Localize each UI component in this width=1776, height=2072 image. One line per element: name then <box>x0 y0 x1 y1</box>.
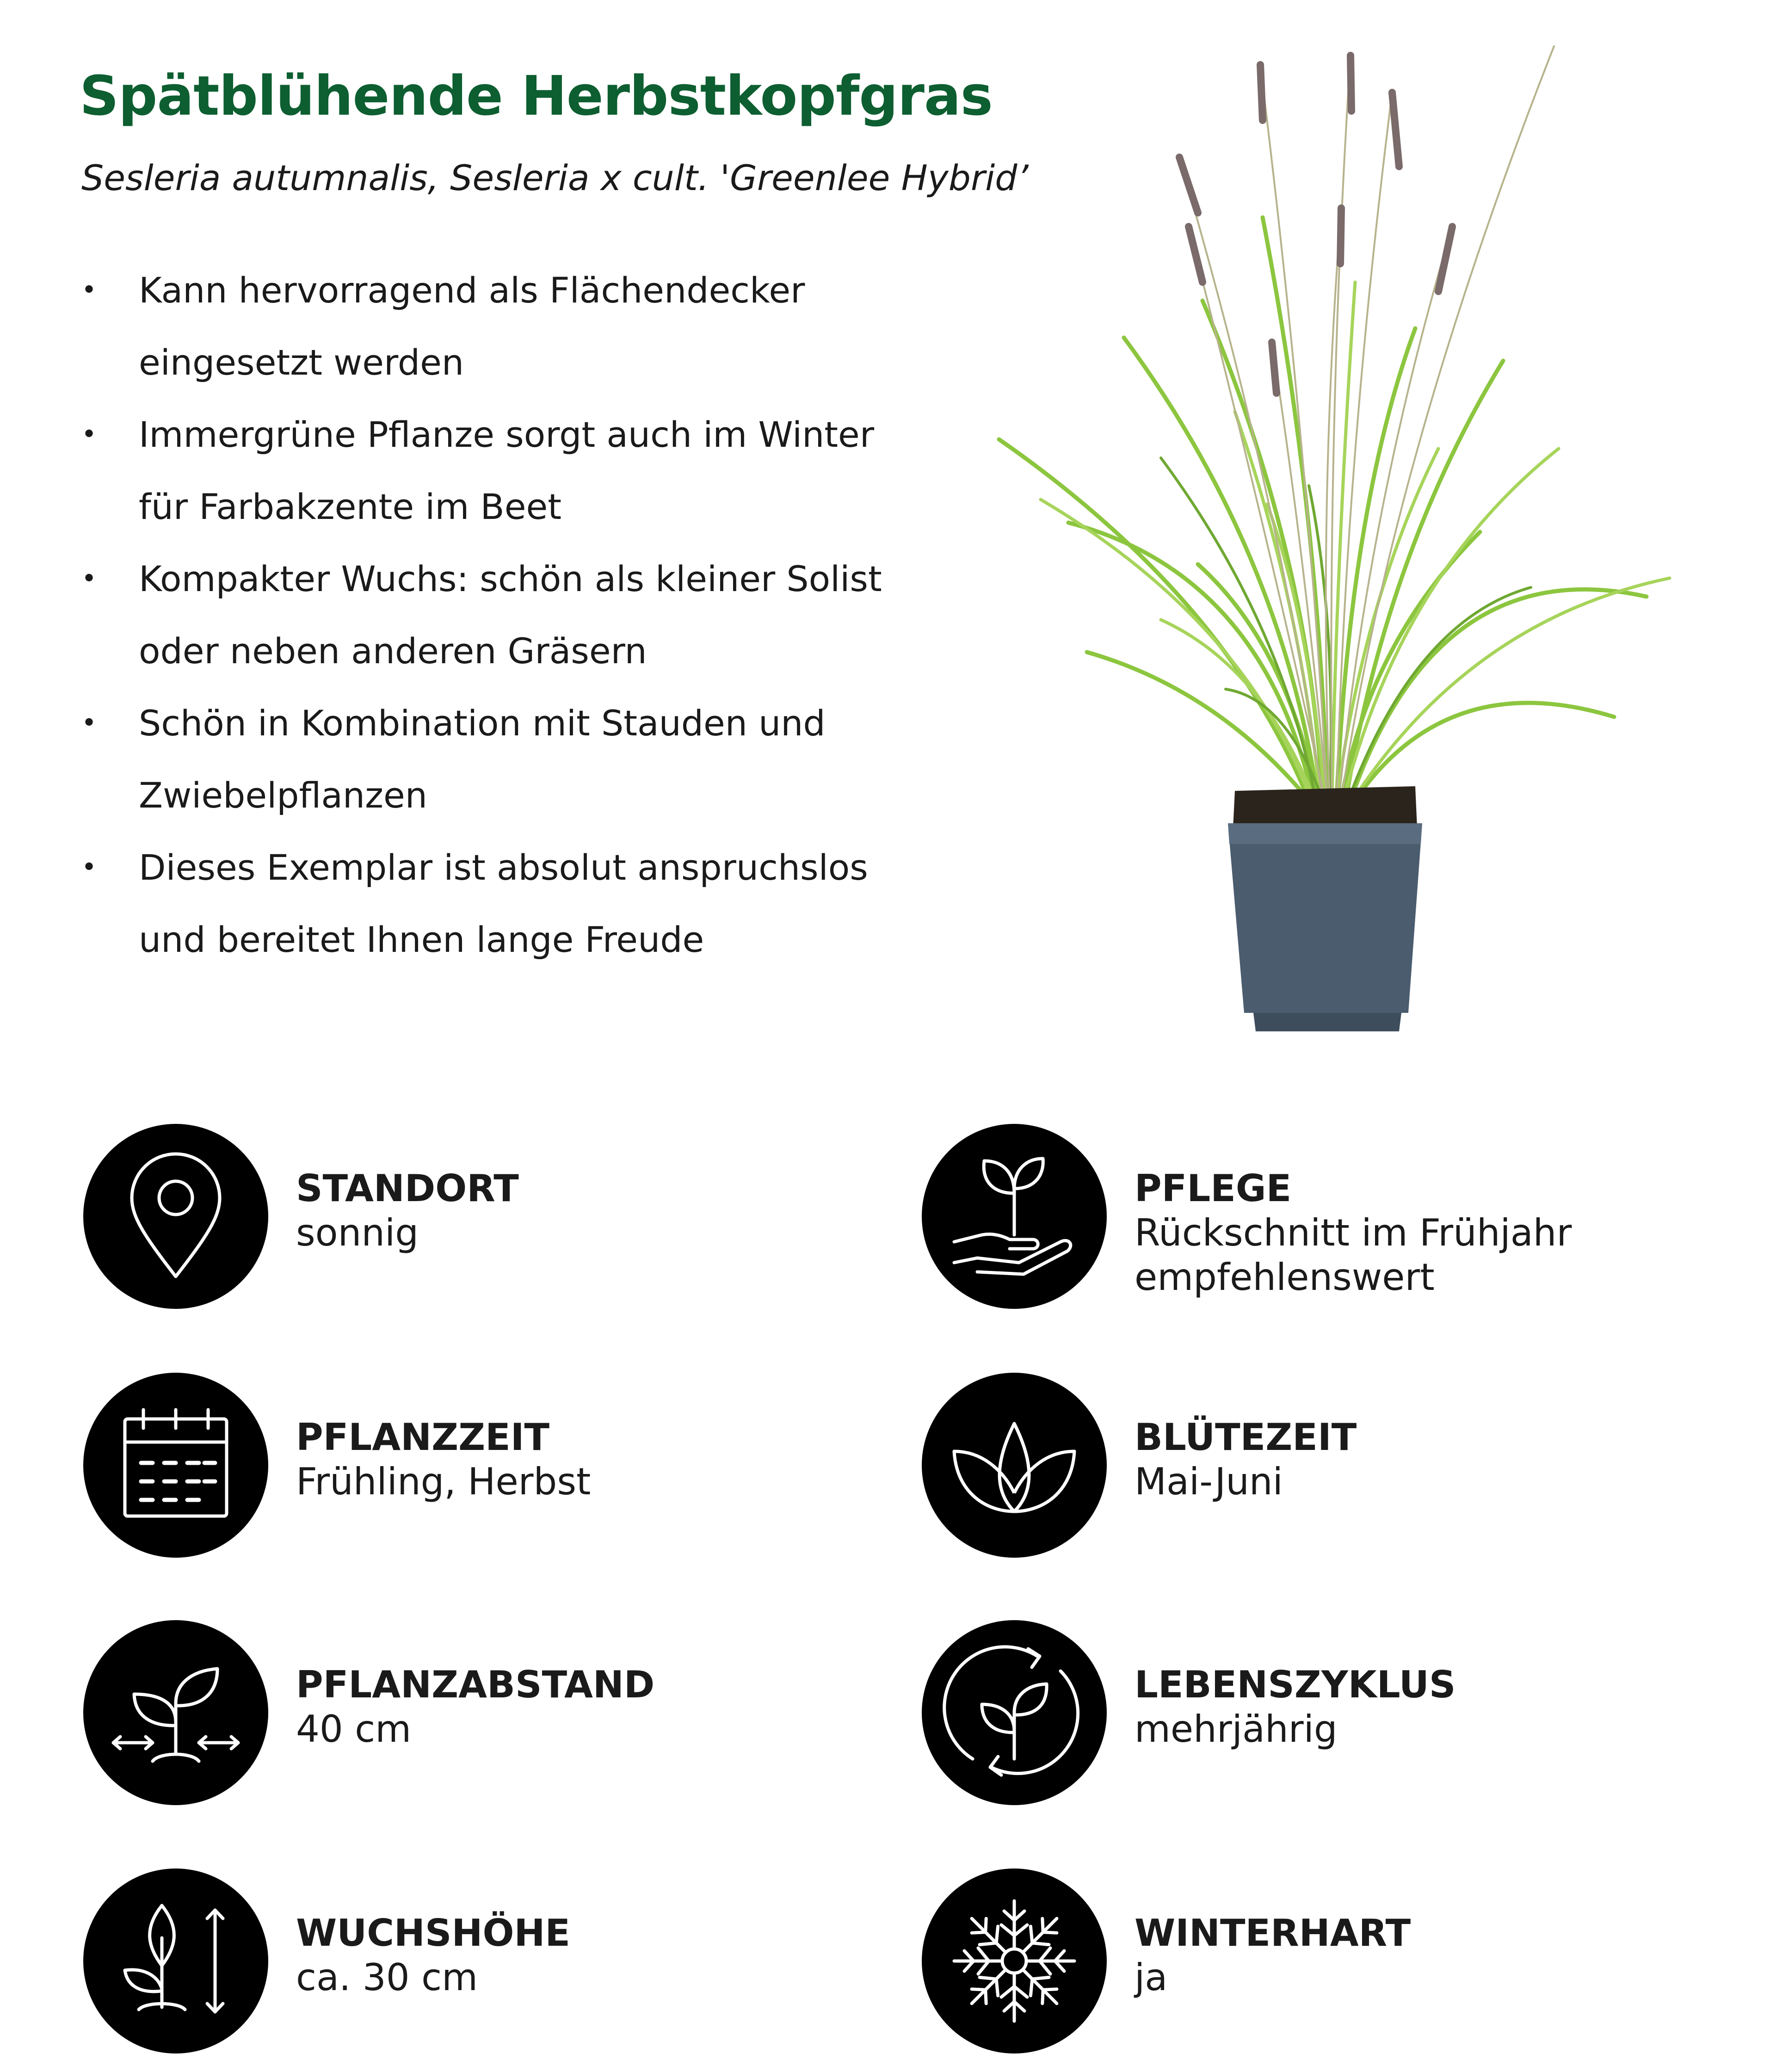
attribute-value: Rückschnitt im Frühjahr empfehlenswert <box>1135 1211 1572 1299</box>
attribute-value: mehrjährig <box>1135 1708 1338 1751</box>
plant-spacing-arrows-icon <box>83 1620 268 1805</box>
bullet: • <box>81 564 97 594</box>
location-pin-icon <box>83 1124 268 1309</box>
plant-image <box>985 42 1679 1041</box>
attribute-value: 40 cm <box>296 1708 412 1751</box>
plant-pot <box>1228 823 1422 1013</box>
attribute-label: STANDORT <box>296 1167 519 1210</box>
feature-list <box>79 254 980 976</box>
feature-text-line: Kann hervorragend als Flächendecker <box>139 270 805 311</box>
feature-item <box>79 399 980 543</box>
calendar-icon <box>83 1373 268 1558</box>
page-title: Spätblühende Herbstkopfgras <box>80 64 993 128</box>
bullet: • <box>81 708 97 738</box>
attribute-pflanzzeit <box>83 1373 870 1558</box>
bullet: • <box>81 419 97 450</box>
attribute-label: PFLANZABSTAND <box>296 1663 655 1706</box>
plant-cycle-icon <box>922 1620 1107 1805</box>
attribute-pflanzabstand <box>83 1620 870 1805</box>
attribute-value: ja <box>1135 1956 1168 1999</box>
plant-height-icon <box>83 1868 268 2054</box>
attribute-pflege <box>922 1124 1708 1309</box>
feature-text-line: Kompakter Wuchs: schön als kleiner Solist <box>139 558 882 599</box>
botanical-name: Sesleria autumnalis, Sesleria x cult. 'Greenlee Hybrid’ <box>81 157 1029 198</box>
attribute-winterhart <box>922 1868 1708 2054</box>
attribute-bluetezeit <box>922 1373 1708 1558</box>
attribute-value: Mai-Juni <box>1135 1460 1283 1503</box>
attribute-value: sonnig <box>296 1211 419 1254</box>
grass-blades <box>999 46 1670 800</box>
feature-text-line: eingesetzt werden <box>139 342 464 383</box>
feature-text-line: für Farbakzente im Beet <box>139 486 562 527</box>
feature-text-line: oder neben anderen Gräsern <box>139 630 647 672</box>
attribute-standort <box>83 1124 870 1309</box>
feature-item <box>79 687 980 832</box>
attribute-label: WUCHSHÖHE <box>296 1912 571 1955</box>
attribute-label: PFLANZZEIT <box>296 1416 550 1459</box>
bullet: • <box>81 275 97 305</box>
feature-text-line: Schön in Kombination mit Stauden und <box>139 703 826 744</box>
feature-text-line: Zwiebelpflanzen <box>139 775 427 816</box>
bullet: • <box>81 852 97 882</box>
attribute-value: ca. 30 cm <box>296 1956 478 1999</box>
hand-with-seedling-icon <box>922 1124 1107 1309</box>
attribute-value: Frühling, Herbst <box>296 1460 591 1503</box>
attribute-label: LEBENSZYKLUS <box>1135 1663 1456 1706</box>
feature-item <box>79 254 980 399</box>
attribute-label: BLÜTEZEIT <box>1135 1416 1357 1459</box>
feature-item <box>79 543 980 687</box>
attribute-label: WINTERHART <box>1135 1912 1411 1955</box>
attribute-lebenszyklus <box>922 1620 1708 1805</box>
attribute-label: PFLEGE <box>1135 1167 1292 1210</box>
feature-text-line: Immergrüne Pflanze sorgt auch im Winter <box>139 414 875 455</box>
attribute-wuchshoehe <box>83 1868 870 2054</box>
feature-text-line: und bereitet Ihnen lange Freude <box>139 919 704 960</box>
snowflake-icon <box>922 1868 1107 2054</box>
feature-item <box>79 832 980 976</box>
lotus-flower-icon <box>922 1373 1107 1558</box>
feature-text-line: Dieses Exemplar ist absolut anspruchslos <box>139 847 868 888</box>
